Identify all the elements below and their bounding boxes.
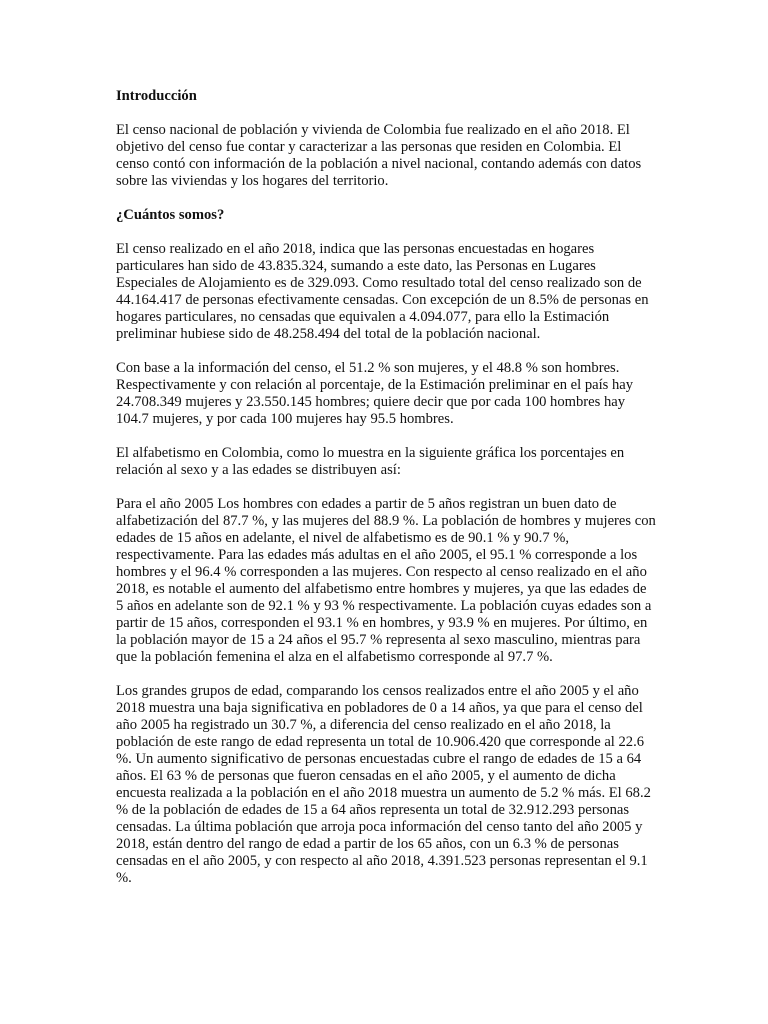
document-body (116, 88, 656, 904)
section-heading-cuantos-somos: ¿Cuántos somos? (116, 207, 225, 223)
paragraph-censo-total: El censo realizado en el año 2018, indica que las personas encuestadas en hogares particulares han sido de 43.835.324, sumando a este dato, las Personas en Lugares Especiales de Alojamiento es de 329.093. Como resultado total del censo realizado son de 44.164.417 de personas efectivamente censadas. Con excepción de un 8.5% de personas en hogares particulares, no censadas que equivalen a 4.094.077, para ello la Estimación preliminar hubiese sido de 48.258.494 del total de la población nacional. (116, 241, 649, 342)
paragraph-introduccion: El censo nacional de población y vivienda de Colombia fue realizado en el año 2018. El objetivo del censo fue contar y caracterizar a las personas que residen en Colombia. El censo contó con información de la población a nivel nacional, contando además con datos sobre las viviendas y los hogares del territorio. (116, 122, 642, 189)
paragraph-sexo: Con base a la información del censo, el 51.2 % son mujeres, y el 48.8 % son hombres. Respectivamente y con relación al porcentaje, de la Estimación preliminar en el país hay 24.708.349 mujeres y 23.550.145 hombres; quiere decir que por cada 100 hombres hay 104.7 mujeres, y por cada 100 mujeres hay 95.5 hombres. (116, 360, 634, 427)
section-heading-introduccion: Introducción (116, 88, 197, 104)
paragraph-grupos-edad: Los grandes grupos de edad, comparando los censos realizados entre el año 2005 y el año 2018 muestra una baja significativa en pobladores de 0 a 14 años, ya que para el censo del año 2005 ha registrado un 30.7 %, a diferencia del censo realizado en el año 2018, la población de este rango de edad representa un total de 10.906.420 que corresponde al 22.6 %. Un aumento significativo de personas encuestadas cubre el rango de edades de 15 a 64 años. El 63 % de personas que fueron censadas en el año 2005, y el aumento de dicha encuesta realizada a la población en el año 2018 muestra un aumento de 5.2 % más. El 68.2 % de la población de edades de 15 a 64 años representa un total de 32.912.293 personas censadas. La última población que arroja poca información del censo tanto del año 2005 y 2018, están dentro del rango de edad a partir de los 65 años, con un 6.3 % de personas censadas en el año 2005, y con respecto al año 2018, 4.391.523 personas representan el 9.1 %. (116, 683, 651, 886)
paragraph-alfabetismo-detalle: Para el año 2005 Los hombres con edades a partir de 5 años registran un buen dato de alfabetización del 87.7 %, y las mujeres del 88.9 %. La población de hombres y mujeres con edades de 15 años en adelante, el nivel de alfabetismo es de 90.1 % y 90.7 %, respectivamente. Para las edades más adultas en el año 2005, el 95.1 % corresponde a los hombres y el 96.4 % corresponden a las mujeres. Con respecto al censo realizado en el año 2018, es notable el aumento del alfabetismo entre hombres y mujeres, ya que las edades de 5 años en adelante son de 92.1 % y 93 % respectivamente. La población cuyas edades son a partir de 15 años, corresponden el 93.1 % en hombres, y 93.9 % en mujeres. Por último, en la población mayor de 15 a 24 años el 95.7 % representa al sexo masculino, mientras para que la población femenina el alza en el alfabetismo corresponde al 97.7 %. (116, 496, 656, 665)
paragraph-alfabetismo-intro: El alfabetismo en Colombia, como lo muestra en la siguiente gráfica los porcentajes en relación al sexo y a las edades se distribuyen así: (116, 445, 625, 478)
